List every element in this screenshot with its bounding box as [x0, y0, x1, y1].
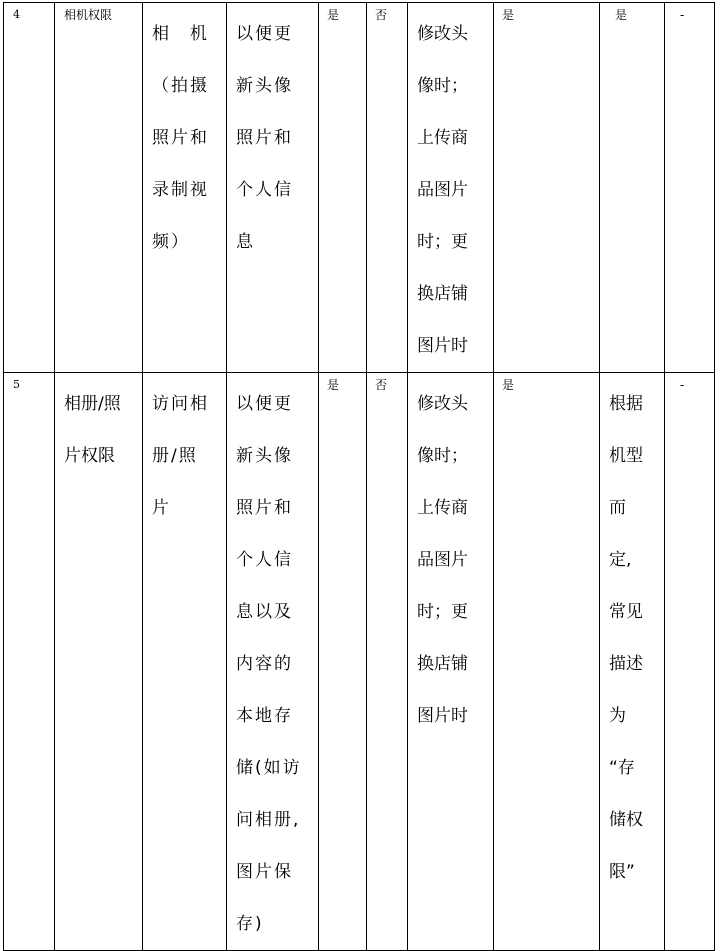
permissions-table [3, 2, 715, 951]
remark-cell [665, 373, 715, 951]
permission-name-cell [55, 373, 143, 951]
usage-scenario-cell [408, 373, 494, 951]
table-row [4, 3, 715, 373]
flag-value: 否 [375, 378, 388, 392]
row-number: 4 [13, 8, 20, 21]
usage-scenario: 修改头 像时； 上传商 品图片 时；更 换店铺 图片时 [417, 394, 468, 726]
flag-cell [319, 3, 367, 373]
permission-purpose-cell [227, 3, 319, 373]
notes-cell [600, 373, 665, 951]
usage-scenario-cell [408, 3, 494, 373]
row-number-cell [4, 373, 55, 951]
flag-value: 是 [502, 378, 515, 392]
permission-scope: 访问相 册/照 片 [152, 394, 209, 518]
permission-purpose: 以便更 新头像 照片和 个人信 息 [236, 24, 293, 252]
row-number: 5 [13, 378, 20, 391]
flag-cell [319, 373, 367, 951]
flag-value: 是 [327, 8, 340, 22]
flag-cell [494, 3, 600, 373]
flag-value: 是 [615, 8, 628, 22]
usage-scenario: 修改头 像时； 上传商 品图片 时；更 换店铺 图片时 [417, 24, 468, 356]
permission-purpose: 以便更 新头像 照片和 个人信 息以及 内容的 本地存 储(如访 问相册, 图片保 存) [236, 394, 302, 934]
flag-cell [600, 3, 665, 373]
remark-value: - [680, 378, 685, 392]
permission-scope-cell [143, 373, 227, 951]
permission-name: 相册/照 片权限 [64, 394, 121, 466]
row-number-cell [4, 3, 55, 373]
permission-purpose-cell [227, 373, 319, 951]
permission-scope: 相 机 （拍摄 照片和 录制视 频） [152, 24, 209, 252]
flag-cell [494, 373, 600, 951]
table-row [4, 373, 715, 951]
permission-notes: 根据 机型 而 定, 常见 描述 为 “存 储权 限” [609, 394, 643, 882]
flag-value: 否 [375, 8, 388, 22]
flag-value: 是 [502, 8, 515, 22]
flag-cell [367, 3, 408, 373]
permission-scope-cell [143, 3, 227, 373]
remark-value: - [680, 8, 685, 22]
flag-cell [367, 373, 408, 951]
flag-value: 是 [327, 378, 340, 392]
remark-cell [665, 3, 715, 373]
permission-name: 相机权限 [64, 8, 113, 22]
permission-name-cell [55, 3, 143, 373]
